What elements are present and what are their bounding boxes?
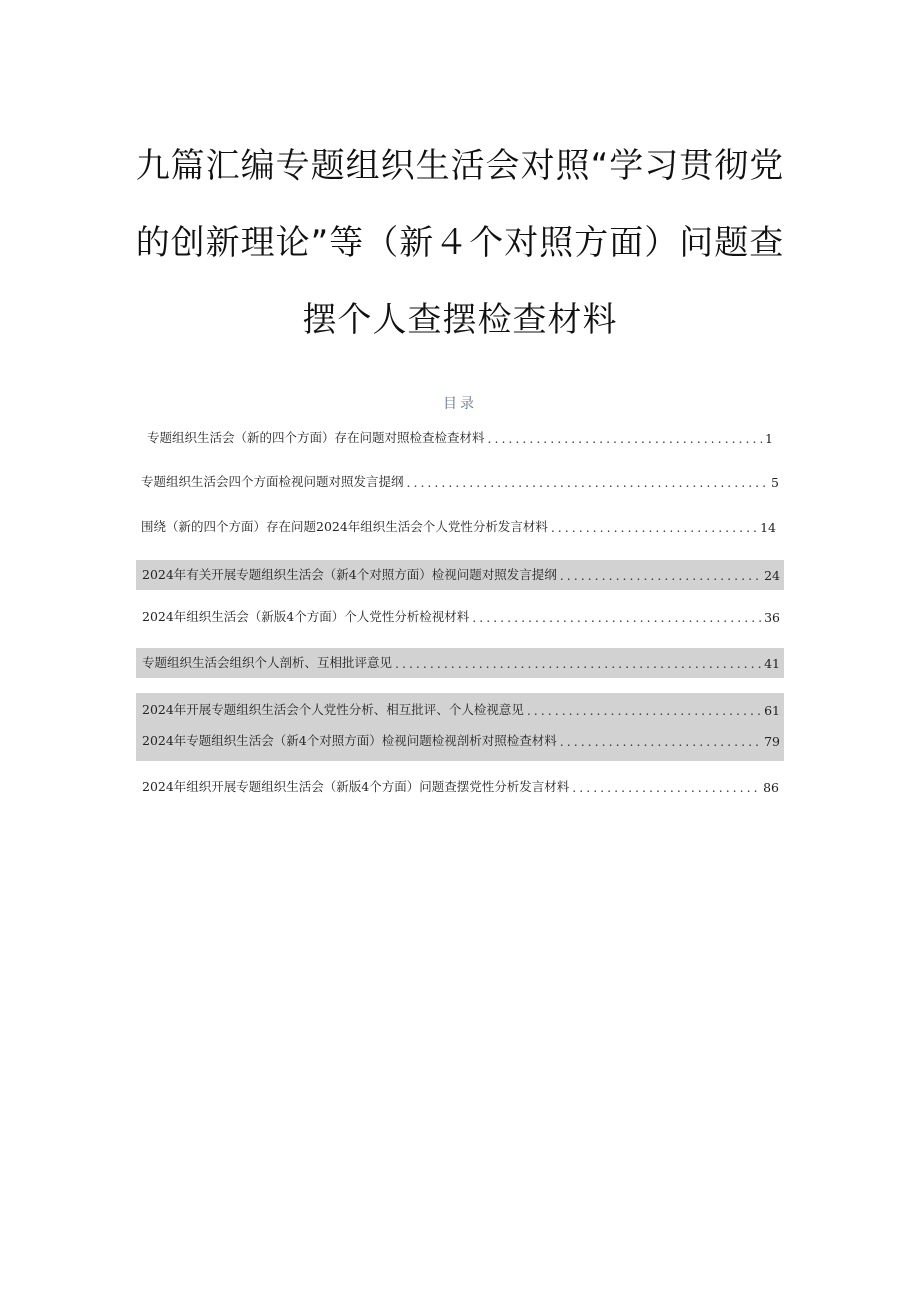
toc-entry-page: 36 xyxy=(764,610,780,625)
toc-entry-page: 14 xyxy=(760,520,776,535)
toc-leader-dots xyxy=(560,734,761,749)
toc-entry-title: 2024年组织生活会（新版4个方面）个人党性分析检视材料 xyxy=(142,609,470,624)
toc-entry[interactable] xyxy=(142,776,779,798)
toc-entry[interactable] xyxy=(142,730,780,752)
toc-entry-title: 2024年开展专题组织生活会个人党性分析、相互批评、个人检视意见 xyxy=(142,702,524,717)
toc-entry[interactable] xyxy=(141,516,776,538)
toc-entry[interactable] xyxy=(147,427,773,449)
document-title xyxy=(120,128,800,359)
toc-entry-title: 专题组织生活会四个方面检视问题对照发言提纲 xyxy=(141,474,404,489)
toc-entry[interactable] xyxy=(142,606,780,628)
toc-entry-title: 围绕（新的四个方面）存在问题2024年组织生活会个人党性分析发言材料 xyxy=(141,519,548,534)
toc-leader-dots xyxy=(551,520,757,535)
toc-entry[interactable] xyxy=(141,471,779,493)
toc-entry-page: 41 xyxy=(764,656,780,671)
toc-entry-title: 专题组织生活会（新的四个方面）存在问题对照检查检查材料 xyxy=(147,430,485,445)
toc-entry[interactable] xyxy=(136,648,784,678)
toc-entry[interactable] xyxy=(142,699,780,721)
toc-entry-page: 24 xyxy=(764,568,780,583)
toc-entry-title: 2024年专题组织生活会（新4个对照方面）检视问题检视剖析对照检查材料 xyxy=(142,733,557,748)
toc-leader-dots xyxy=(407,475,769,490)
toc-entry-page: 79 xyxy=(764,734,780,749)
toc-entry-page: 5 xyxy=(771,475,779,490)
toc-leader-dots xyxy=(560,568,761,583)
title-line-2: 的创新理论”等（新４个对照方面）问题查 xyxy=(135,223,785,263)
title-line-1: 九篇汇编专题组织生活会对照“学习贯彻党 xyxy=(135,146,785,186)
toc-leader-dots xyxy=(527,703,761,718)
toc-entry-title: 2024年组织开展专题组织生活会（新版4个方面）问题查摆党性分析发言材料 xyxy=(142,779,570,794)
toc-entry[interactable] xyxy=(136,560,784,590)
toc-entry-page: 1 xyxy=(765,431,773,446)
title-line-3: 摆个人查摆检查材料 xyxy=(302,300,618,340)
toc-entry-title: 2024年有关开展专题组织生活会（新4个对照方面）检视问题对照发言提纲 xyxy=(142,567,557,582)
toc-entry-page: 86 xyxy=(763,780,779,795)
toc-leader-dots xyxy=(488,431,763,446)
toc-entry-page: 61 xyxy=(764,703,780,718)
toc-entry-title: 专题组织生活会组织个人剖析、互相批评意见 xyxy=(142,655,393,670)
toc-heading: 目录 xyxy=(443,396,477,412)
toc-leader-dots xyxy=(395,656,761,671)
toc-leader-dots xyxy=(572,780,760,795)
toc-leader-dots xyxy=(472,610,761,625)
